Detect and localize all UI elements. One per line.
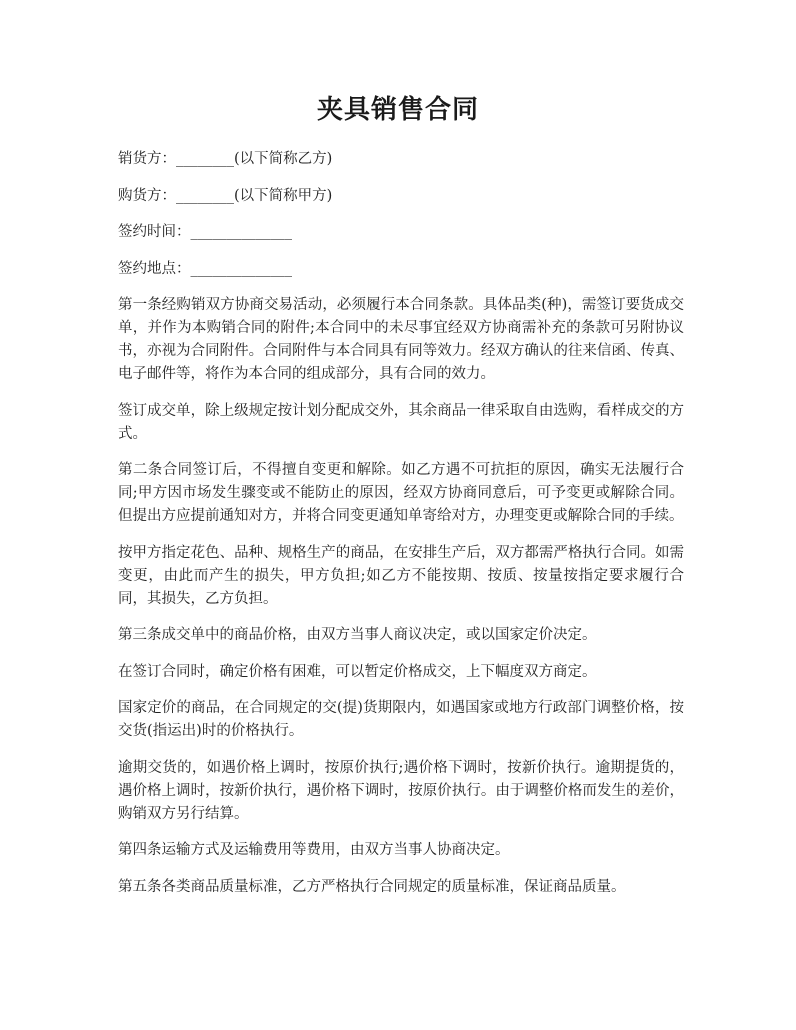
clause-2-paragraph: 第二条合同签订后，不得擅自变更和解除。如乙方遇不可抗拒的原因，确实无法履行合同;甲方因市场发生骤变或不能防止的原因，经双方协商同意后，可予变更或解除合同。但提出方应提前通知对方，并将合同变更通知单寄给对方，办理变更或解除合同的手续。 xyxy=(118,462,684,524)
signing-place-field: 签约地点：______________ xyxy=(118,260,292,277)
provisional-price-paragraph: 在签订合同时，确定价格有困难，可以暂定价格成交，上下幅度双方商定。 xyxy=(118,663,597,680)
clause-4-paragraph: 第四条运输方式及运输费用等费用，由双方当事人协商决定。 xyxy=(118,842,510,858)
order-form-paragraph: 签订成交单，除上级规定按计划分配成交外，其余商品一律采取自由选购，看样成交的方式。 xyxy=(118,402,684,442)
signing-time-field: 签约时间：______________ xyxy=(118,224,292,240)
clause-3-paragraph: 第三条成交单中的商品价格，由双方当事人商议决定，或以国家定价决定。 xyxy=(118,627,597,643)
overdue-price-paragraph: 逾期交货的，如遇价格上调时，按原价执行;遇价格下调时，按新价执行。逾期提货的，遇价格上调时，按新价执行，遇价格下调时，按原价执行。由于调整价格而发生的差价，购销双方另行结算。 xyxy=(118,759,684,822)
seller-field: 销货方：________(以下简称乙方) xyxy=(118,151,333,167)
clause-1-paragraph: 第一条经购销双方协商交易活动，必须履行本合同条款。具体品类(种)，需签订要货成交单，并作为本购销合同的附件;本合同中的未尽事宜经双方协商需补充的条款可另附协议书，亦视为合同附件。合同附件与本合同具有同等效力。经双方确认的往来信函、传真、电子邮件等，将作为本合同的组成部分，具有合同的效力。 xyxy=(118,297,684,382)
clause-5-paragraph: 第五条各类商品质量标准，乙方严格执行合同规定的质量标准，保证商品质量。 xyxy=(118,878,626,895)
buyer-field: 购货方：________(以下简称甲方) xyxy=(118,187,333,204)
document-body xyxy=(118,148,684,912)
custom-production-paragraph: 按甲方指定花色、品种、规格生产的商品，在安排生产后，双方都需严格执行合同。如需变更，由此而产生的损失，甲方负担;如乙方不能按期、按质、按量按指定要求履行合同，其损失，乙方负担。 xyxy=(118,544,684,607)
state-price-paragraph: 国家定价的商品，在合同规定的交(提)货期限内，如遇国家或地方行政部门调整价格，按交货(指运出)时的价格执行。 xyxy=(118,700,684,739)
document-title: 夹具销售合同 xyxy=(316,95,479,125)
